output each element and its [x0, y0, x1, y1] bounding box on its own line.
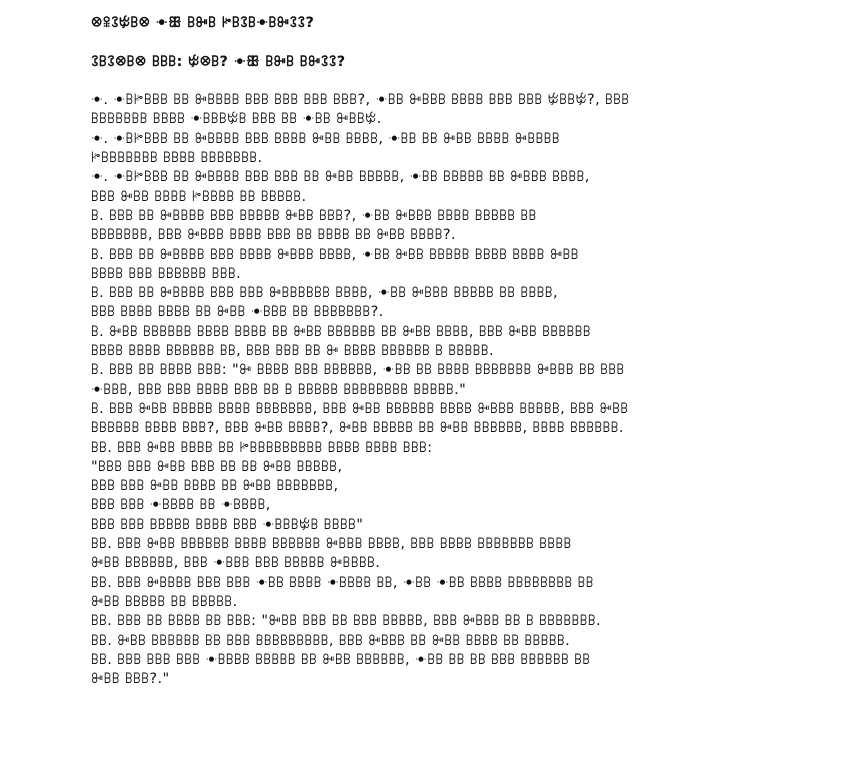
document-subtitle: ꕘꕗꕘꕕꕗꕕ ꕗꕗꕗ: ꔲꕕꕗ? ꔹꕥ ꕗꔻꕗ ꕗꔻꕘꕘ?: [91, 53, 346, 70]
text-line: ꕗꕗꕗꕗ ꕗꕗꕗꕗ ꕗꕗꕗꕗꕗꕗ ꕗꕗ, ꕗꕗꕗ ꕗꕗꕗ ꕗꕗ ꔻ ꕗꕗꕗꕗ ꕗꕗꕗꕗꕗꕗ ꕗ ꕗꕗꕗꕗꕗ.: [91, 343, 494, 360]
text-line: ꕗ. ꕗꕗꕗ ꕗꕗ ꕗꕗꕗꕗ ꕗꕗꕗ: "ꔻ ꕗꕗꕗꕗ ꕗꕗꕗ ꕗꕗꕗꕗꕗꕗ, ꔹꕗꕗ ꕗꕗ ꕗꕗꕗꕗ ꕗꕗꕗꕗꕗꕗꕗ ꔻꕗꕗꕗ ꕗꕗ ꕗꕗꕗ: [91, 362, 625, 379]
text-line: ꔹ. ꔹꕗꔶꕗꕗꕗ ꕗꕗ ꔻꕗꕗꕗꕗ ꕗꕗꕗ ꕗꕗꕗ ꕗꕗ ꔻꕗꕗ ꕗꕗꕗꕗꕗ, ꔹꕗꕗ ꕗꕗꕗꕗꕗ ꕗꕗ ꔻꕗꕗꕗ ꕗꕗꕗꕗ,: [91, 169, 590, 186]
text-line: ꕗꕗꕗ ꕗꕗꕗ ꕗꕗꕗꕗꕗ ꕗꕗꕗꕗ ꕗꕗꕗ ꔹꕗꕗꕗꔲꕗ ꕗꕗꕗꕗ": [91, 516, 364, 533]
text-line: ꕗ. ꔻꕗꕗ ꕗꕗꕗꕗꕗꕗ ꕗꕗꕗꕗ ꕗꕗꕗꕗ ꕗꕗ ꔻꕗꕗ ꕗꕗꕗꕗꕗꕗ ꕗꕗ ꔻꕗꕗ ꕗꕗꕗꕗ, ꕗꕗꕗ ꔻꕗꕗ ꕗꕗꕗꕗꕗꕗ: [91, 323, 592, 340]
text-line: ꔻꕗꕗ ꕗꕗꕗ?.": [91, 671, 170, 688]
blank-line: [91, 33, 831, 52]
text-line: ꔶꕗꕗꕗꕗꕗꕗꕗ ꕗꕗꕗꕗ ꕗꕗꕗꕗꕗꕗꕗ.: [91, 150, 263, 167]
text-line: ꕗꕗ. ꕗꕗꕗ ꕗꕗꕗ ꕗꕗꕗ ꔹꕗꕗꕗꕗ ꕗꕗꕗꕗꕗ ꕗꕗ ꔻꕗꕗ ꕗꕗꕗꕗꕗꕗ, ꔹꕗꕗ ꕗꕗ ꕗꕗ ꕗꕗꕗ ꕗꕗꕗꕗꕗꕗ ꕗꕗ: [91, 651, 591, 668]
text-line: ꕗꕗꕗ ꕗꕗꕗꕗ ꕗꕗꕗꕗ ꕗꕗ ꔻꕗꕗ ꔹꕗꕗꕗ ꕗꕗ ꕗꕗꕗꕗꕗꕗꕗ?.: [91, 304, 384, 321]
text-line: ꕗꕗꕗꕗꕗꕗꕗ ꕗꕗꕗꕗ ꔹꕗꕗꕗꔲꕗ ꕗꕗꕗ ꕗꕗ ꔹꕗꕗ ꔻꕗꕗꔲ.: [91, 111, 382, 128]
blank-line: [91, 72, 831, 91]
text-line: ꕗꕗꕗꕗꕗꕗ ꕗꕗꕗꕗ ꕗꕗꕗ?, ꕗꕗꕗ ꔻꕗꕗ ꕗꕗꕗꕗ?, ꔻꕗꕗ ꕗꕗꕗꕗꕗ ꕗꕗ ꔻꕗꕗ ꕗꕗꕗꕗꕗꕗ, ꕗꕗꕗꕗ ꕗꕗꕗꕗꕗꕗ.: [91, 420, 624, 437]
text-line: ꕗꕗ. ꕗꕗꕗ ꔻꕗꕗ ꕗꕗꕗꕗꕗꕗ ꕗꕗꕗꕗ ꕗꕗꕗꕗꕗꕗ ꔻꕗꕗꕗ ꕗꕗꕗꕗ, ꕗꕗꕗ ꕗꕗꕗꕗ ꕗꕗꕗꕗꕗꕗꕗ ꕗꕗꕗꕗ: [91, 536, 572, 553]
text-line: ꕗꕗꕗ ꔻꕗꕗ ꕗꕗꕗꕗ ꔶꕗꕗꕗꕗ ꕗꕗ ꕗꕗꕗꕗꕗ.: [91, 188, 307, 205]
text-line: ꕗꕗ. ꕗꕗꕗ ꕗꕗ ꕗꕗꕗꕗ ꕗꕗ ꕗꕗꕗ: "ꔻꕗꕗ ꕗꕗꕗ ꕗꕗ ꕗꕗꕗ ꕗꕗꕗꕗꕗ, ꕗꕗꕗ ꔻꕗꕗꕗ ꕗꕗ ꕗ ꕗꕗꕗꕗꕗꕗꕗ.: [91, 613, 602, 630]
text-line: ꕗ. ꕗꕗꕗ ꕗꕗ ꔻꕗꕗꕗꕗ ꕗꕗꕗ ꕗꕗꕗꕗ ꔻꕗꕗꕗ ꕗꕗꕗꕗ, ꔹꕗꕗ ꔻꕗꕗ ꕗꕗꕗꕗꕗ ꕗꕗꕗꕗ ꕗꕗꕗꕗ ꔻꕗꕗ: [91, 246, 579, 263]
text-line: "ꕗꕗꕗ ꕗꕗꕗ ꔻꕗꕗ ꕗꕗꕗ ꕗꕗ ꕗꕗ ꔻꕗꕗ ꕗꕗꕗꕗꕗ,: [91, 458, 343, 475]
text-line: ꕗ. ꕗꕗꕗ ꕗꕗ ꔻꕗꕗꕗꕗ ꕗꕗꕗ ꕗꕗꕗ ꔻꕗꕗꕗꕗꕗꕗ ꕗꕗꕗꕗ, ꔹꕗꕗ ꔻꕗꕗꕗ ꕗꕗꕗꕗꕗ ꕗꕗ ꕗꕗꕗꕗ,: [91, 285, 559, 302]
text-line: ꔹꕗꕗꕗ, ꕗꕗꕗ ꕗꕗꕗ ꕗꕗꕗꕗ ꕗꕗꕗ ꕗꕗ ꕗ ꕗꕗꕗꕗꕗ ꕗꕗꕗꕗꕗꕗꕗꕗ ꕗꕗꕗꕗꕗ.": [91, 381, 467, 398]
text-line: ꕗꕗ. ꕗꕗꕗ ꔻꕗꕗ ꕗꕗꕗꕗ ꕗꕗ ꔶꕗꕗꕗꕗꕗꕗꕗꕗꕗ ꕗꕗꕗꕗ ꕗꕗꕗꕗ ꕗꕗꕗ:: [91, 439, 433, 456]
text-line: ꕗ. ꕗꕗꕗ ꔻꕗꕗ ꕗꕗꕗꕗꕗ ꕗꕗꕗꕗ ꕗꕗꕗꕗꕗꕗꕗ, ꕗꕗꕗ ꔻꕗꕗ ꕗꕗꕗꕗꕗꕗ ꕗꕗꕗꕗ ꔻꕗꕗꕗ ꕗꕗꕗꕗꕗ, ꕗꕗꕗ ꔻꕗꕗ: [91, 400, 629, 417]
document-title: ꕕꕉꕘꔲꕗꕕ ꔹꕥ ꕗꔻꕗ ꔶꕗꕘꕗꔹꕗꔻꕘꕘ?: [91, 15, 315, 31]
text-line: ꔹ. ꔹꕗꔶꕗꕗꕗ ꕗꕗ ꔻꕗꕗꕗꕗ ꕗꕗꕗ ꕗꕗꕗ ꕗꕗꕗ ꕗꕗꕗ?, ꔹꕗꕗ ꔻꕗꕗꕗ ꕗꕗꕗꕗ ꕗꕗꕗ ꕗꕗꕗ ꔲꕗꕗꔲ?, ꕗꕗꕗ: [91, 92, 630, 109]
text-line: ꕗꕗꕗ ꕗꕗꕗ ꔹꕗꕗꕗꕗ ꕗꕗ ꔹꕗꕗꕗꕗ,: [91, 497, 271, 514]
text-line: ꔻꕗꕗ ꕗꕗꕗꕗꕗꕗ, ꕗꕗꕗ ꔹꕗꕗꕗ ꕗꕗꕗ ꕗꕗꕗꕗꕗ ꔻꕗꕗꕗꕗ.: [91, 555, 381, 572]
text-line: ꔻꕗꕗ ꕗꕗꕗꕗꕗ ꕗꕗ ꕗꕗꕗꕗꕗ.: [91, 593, 238, 610]
text-line: ꕗꕗꕗꕗꕗꕗꕗ, ꕗꕗꕗ ꔻꕗꕗꕗ ꕗꕗꕗꕗ ꕗꕗꕗ ꕗꕗ ꕗꕗꕗꕗ ꕗꕗ ꔻꕗꕗ ꕗꕗꕗꕗ?.: [91, 227, 457, 244]
text-line: ꕗꕗ. ꔻꕗꕗ ꕗꕗꕗꕗꕗꕗ ꕗꕗ ꕗꕗꕗ ꕗꕗꕗꕗꕗꕗꕗꕗꕗ, ꕗꕗꕗ ꔻꕗꕗꕗ ꕗꕗ ꔻꕗꕗ ꕗꕗꕗꕗ ꕗꕗ ꕗꕗꕗꕗꕗ.: [91, 632, 571, 649]
text-line: ꕗꕗ. ꕗꕗꕗ ꔻꕗꕗꕗꕗ ꕗꕗꕗ ꕗꕗꕗ ꔹꕗꕗ ꕗꕗꕗꕗ ꔹꕗꕗꕗꕗ ꕗꕗ, ꔹꕗꕗ ꔹꕗꕗ ꕗꕗꕗꕗ ꕗꕗꕗꕗꕗꕗꕗꕗ ꕗꕗ: [91, 574, 594, 591]
text-line: ꕗꕗꕗꕗ ꕗꕗꕗ ꕗꕗꕗꕗꕗꕗ ꕗꕗꕗ.: [91, 265, 242, 282]
text-line: ꕗꕗꕗ ꕗꕗꕗ ꔻꕗꕗ ꕗꕗꕗꕗ ꕗꕗ ꔻꕗꕗ ꕗꕗꕗꕗꕗꕗꕗ,: [91, 478, 339, 495]
text-line: ꕗ. ꕗꕗꕗ ꕗꕗ ꔻꕗꕗꕗꕗ ꕗꕗꕗ ꕗꕗꕗꕗꕗ ꔻꕗꕗ ꕗꕗꕗ?, ꔹꕗꕗ ꔻꕗꕗꕗ ꕗꕗꕗꕗ ꕗꕗꕗꕗꕗ ꕗꕗ: [91, 207, 537, 224]
text-line: ꔹ. ꔹꕗꔶꕗꕗꕗ ꕗꕗ ꔻꕗꕗꕗꕗ ꕗꕗꕗ ꕗꕗꕗꕗ ꔻꕗꕗ ꕗꕗꕗꕗ, ꔹꕗꕗ ꕗꕗ ꔻꕗꕗ ꕗꕗꕗꕗ ꔻꕗꕗꕗꕗ: [91, 130, 560, 147]
document-body: [91, 14, 831, 689]
